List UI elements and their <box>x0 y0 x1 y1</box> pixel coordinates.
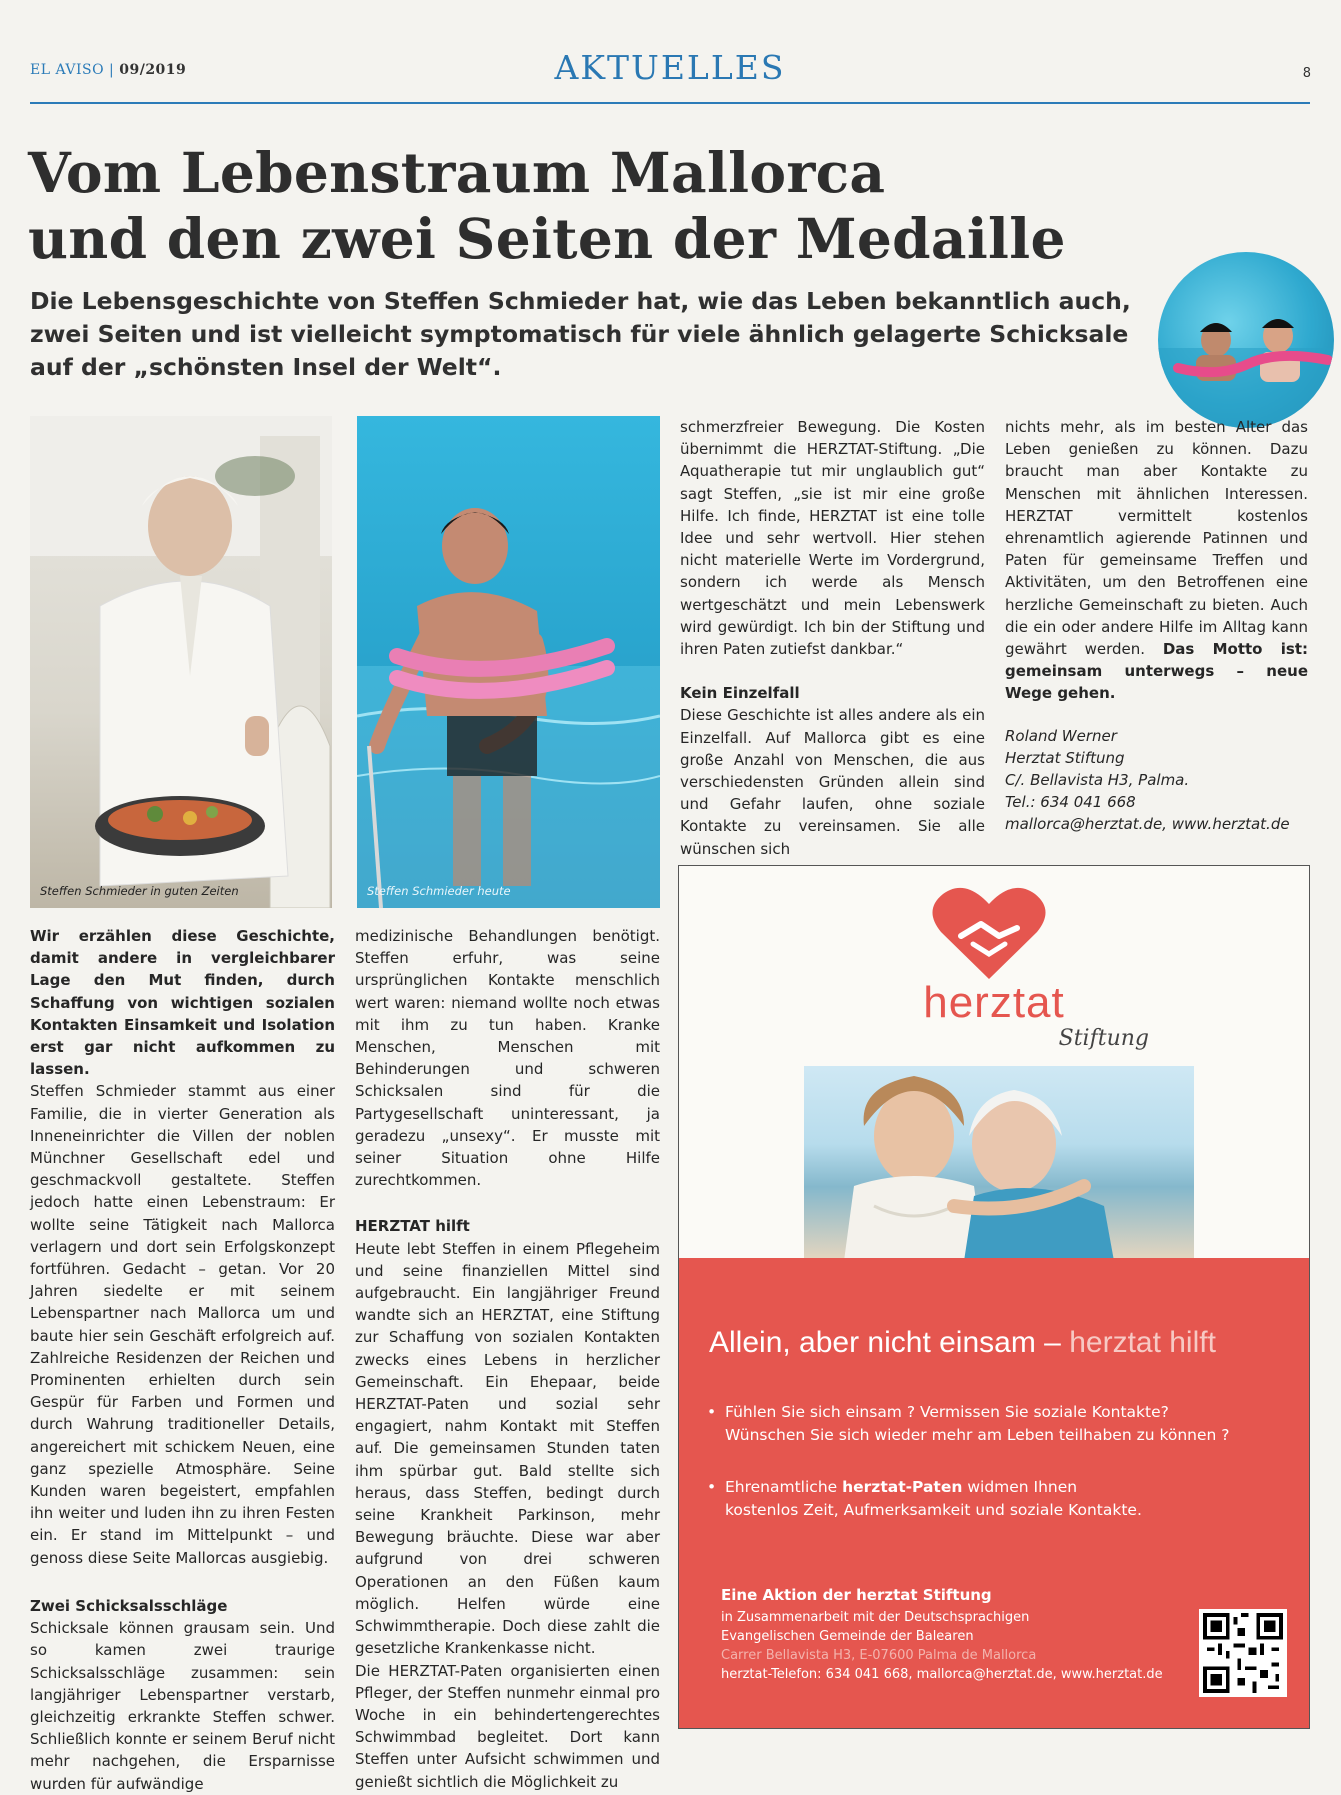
author-name: Roland Werner <box>1005 726 1117 745</box>
headline-line-1: Vom Lebenstraum Mallorca <box>28 140 886 205</box>
section-heading-schicksalsschlaege: Zwei Schicksalsschläge <box>30 1596 228 1615</box>
article-column-3 <box>680 416 985 860</box>
headline-line-2: und den zwei Seiten der Medaille <box>28 206 1066 271</box>
article-paragraph: Schicksale können grausam sein. Und so kamen zwei traurige Schicksalsschläge zusammen: sein langjähriger Lebenspartner verstarb, gleichzeitig erkrankte Steffen schwer. Schließlich konnte er seinem Beruf nicht mehr nachgehen, die Ersparnisse wurden für aufwändige <box>30 1619 335 1793</box>
article-column-2 <box>355 925 660 1793</box>
ad-bullet-2-post: widmen Ihnen <box>962 1478 1078 1496</box>
issue-number: 09/2019 <box>119 62 187 78</box>
man-in-pool-illustration <box>357 416 660 908</box>
photo-caption-good-times: Steffen Schmieder in guten Zeiten <box>40 884 239 898</box>
article-paragraph: Heute lebt Steffen in einem Pflegeheim und seine finanziellen Mittel sind aufgebraucht. Ein langjähriger Freund wandte sich an HERZTAT, eine Stiftung zur Schaffung von sozialen Kontakten zwecks eines Lebens in herzlicher Gemeinschaft. Ein Ehepaar, beide HERZTAT-Paten und sozial sehr engagiert, nahm Kontakt mit Steffen auf. Die gemeinsamen Stunden taten ihm spürbar gut. Bald stellte sich heraus, dass Steffen, bedingt durch seine Krankheit Parkinson, mehr Bewegung bräuchte. Diese war aber aufgrund von drei schweren Operationen an den Füßen kaum möglich. Helfen würde eine Schwimmtherapie. Doch diese zahlt die gesetzliche Krankenkasse nicht. <box>355 1239 660 1658</box>
article-paragraph <box>1005 416 1308 705</box>
ad-logo-subtitle: Stiftung <box>1058 1026 1149 1051</box>
brand-separator: | <box>109 62 120 78</box>
ad-footer-line: in Zusammenarbeit mit der Deutschsprachigen <box>721 1610 1030 1625</box>
author-web: mallorca@herztat.de, www.herztat.de <box>1005 815 1290 834</box>
article-paragraph: Die HERZTAT-Paten organisierten einen Pfleger, der Steffen nunmehr einmal pro Woche in ein behindertengerechtes Schwimmbad begleitet. Dort kann Steffen unter Aufsicht schwimmen und genießt sichtlich die Möglichkeit zu <box>355 1661 660 1791</box>
ad-logo-wordmark: herztat <box>923 978 1065 1027</box>
ad-photo-two-women <box>804 1066 1194 1261</box>
ad-bullet-2-line-1 <box>725 1476 1142 1499</box>
qr-code-pattern <box>1203 1613 1283 1693</box>
ad-bullet-1-line-1: • Fühlen Sie sich einsam ? Vermissen Sie soziale Kontakte? <box>725 1403 1169 1421</box>
section-heading-herztat-hilft: HERZTAT hilft <box>355 1217 470 1236</box>
heart-handshake-icon <box>929 884 1049 984</box>
ad-footer-address: Carrer Bellavista H3, E-07600 Palma de Mallorca <box>721 1648 1037 1663</box>
author-phone: Tel.: 634 041 668 <box>1005 793 1136 812</box>
ad-footer <box>721 1586 1163 1684</box>
section-heading-kein-einzelfall: Kein Einzelfall <box>680 684 800 703</box>
ad-slogan <box>709 1326 1216 1360</box>
article-column-4 <box>1005 416 1308 836</box>
photo-today <box>357 416 660 908</box>
ad-slogan-highlight: herztat hilft <box>1069 1326 1216 1359</box>
author-signature <box>1005 725 1308 836</box>
brand-name: EL AVISO <box>30 62 105 78</box>
page-number: 8 <box>1302 66 1311 81</box>
women-beach-illustration <box>804 1066 1194 1261</box>
article-text: nichts mehr, als im besten Alter das Leben genießen zu können. Dazu braucht man aber Kontakte zu Menschen mit ähnlichen Interessen. HERZTAT vermittelt kostenlos ehrenamtlich agierende Patinnen und Paten für gemeinsame Treffen und Aktivitäten, um den Betroffenen eine herzliche Gemeinschaft zu bieten. Auch die ein oder andere Hilfe im Alltag kann gewährt werden. <box>1005 418 1308 659</box>
article-paragraph: medizinische Behandlungen benötigt. Steffen erfuhr, was seine ursprünglichen Kontakte menschlich wert waren: niemand wollte noch etwas mit ihm zu tun haben. Kranke Menschen, Menschen mit Behinderungen und schweren Schicksalen sind für die Partygesellschaft uninteressant, ja geradezu „unsexy“. Er musste mit seiner Situation ohne Hilfe zurechtkommen. <box>355 927 660 1190</box>
article-paragraph: Steffen Schmieder stammt aus einer Familie, die in vierter Generation als Inneneinrichter die Villen der noblen Münchner Gesellschaft edel und geschmackvoll gestaltete. Steffen jedoch hatte einen Lebenstraum: Er wollte seine Tätigkeit nach Mallorca verlagern und dort sein Erfolgskonzept fortführen. Gedacht – getan. Vor 20 Jahren siedelte er mit seinem Lebenspartner nach Mallorca um und baute hier sein Geschäft erfolgreich auf. Zahlreiche Residenzen der Reichen und Prominenten erhielten durch sein Gespür für Farben und Formen und durch Wahrung traditioneller Details, angereichert mit schickem Neuen, eine ganz spezielle Atmosphäre. Seine Kunden waren begeistert, empfahlen ihn weiter und luden ihn zu ihren Festen ein. Er stand im Mittelpunkt – und genoss diese Seite Mallorcas ausgiebig. <box>30 1082 335 1567</box>
article-paragraph: schmerzfreier Bewegung. Die Kosten übernimmt die HERZTAT-Stiftung. „Die Aquatherapie tut mir unglaublich gut“ sagt Steffen, „sie ist mir eine große Hilfe. Ich finde, HERZTAT ist eine tolle Idee und sehr wertvoll. Hier stehen nicht materielle Werte im Vordergrund, sondern ich werde als Mensch wertgeschätzt und mein Lebenswerk wird gewürdigt. Ich bin der Stiftung und ihren Paten zutiefst dankbar.“ <box>680 418 985 659</box>
ad-footer-line: Evangelischen Gemeinde der Balearen <box>721 1629 974 1644</box>
qr-code-icon[interactable] <box>1199 1609 1287 1697</box>
herztat-advertisement <box>678 865 1310 1729</box>
pool-circle-photo <box>1158 252 1334 428</box>
article-paragraph: Diese Geschichte ist alles andere als ein Einzelfall. Auf Mallorca gibt es eine große Anzahl von Menschen, die aus verschiedensten Gründen allein sind und Gefahr laufen, ohne soziale Kontakte zu vereinsamen. Sie alle wünschen sich <box>680 706 985 858</box>
section-title: AKTUELLES <box>554 48 786 87</box>
ad-bullet-2-line-2: kostenlos Zeit, Aufmerksamkeit und soziale Kontakte. <box>725 1501 1142 1519</box>
ad-bullet-2-bold: herztat-Paten <box>842 1478 963 1496</box>
article-lead: Wir erzählen diese Geschichte, damit andere in vergleichbarer Lage den Mut finden, durch Schaffung von wichtigen sozialen Kontakten Einsamkeit und Isolation erst gar nicht aufkommen zu lassen. <box>30 927 335 1079</box>
photo-caption-today: Steffen Schmieder heute <box>367 884 511 898</box>
pool-swimmers-illustration <box>1158 252 1334 428</box>
article-motto: Das Motto ist: gemeinsam unterwegs – neue Wege gehen. <box>1005 640 1308 703</box>
masthead <box>30 62 186 78</box>
author-address: C/. Bellavista H3, Palma. <box>1005 771 1190 790</box>
header-divider <box>30 102 1310 104</box>
ad-slogan-main: Allein, aber nicht einsam – <box>709 1326 1070 1359</box>
photo-good-times <box>30 416 332 908</box>
headline <box>28 140 1278 272</box>
article-column-1 <box>30 925 335 1795</box>
ad-footer-contact: herztat-Telefon: 634 041 668, mallorca@herztat.de, www.herztat.de <box>721 1667 1163 1682</box>
ad-footer-title: Eine Aktion der herztat Stiftung <box>721 1586 992 1604</box>
man-cooking-illustration <box>30 416 332 908</box>
ad-bullet-1-line-2: Wünschen Sie sich wieder mehr am Leben teilhaben zu können ? <box>725 1426 1230 1444</box>
ad-bullet-2 <box>725 1476 1142 1522</box>
author-organization: Herztat Stiftung <box>1005 748 1125 767</box>
subheadline: Die Lebensgeschichte von Steffen Schmieder hat, wie das Leben bekanntlich auch, zwei Seiten und ist vielleicht symptomatisch für viele ähnlich gelagerte Schicksale auf der „schönsten Insel der Welt“. <box>30 287 1131 381</box>
ad-bullet-1 <box>725 1401 1230 1447</box>
ad-bullet-2-pre: Ehrenamtliche <box>725 1478 843 1496</box>
